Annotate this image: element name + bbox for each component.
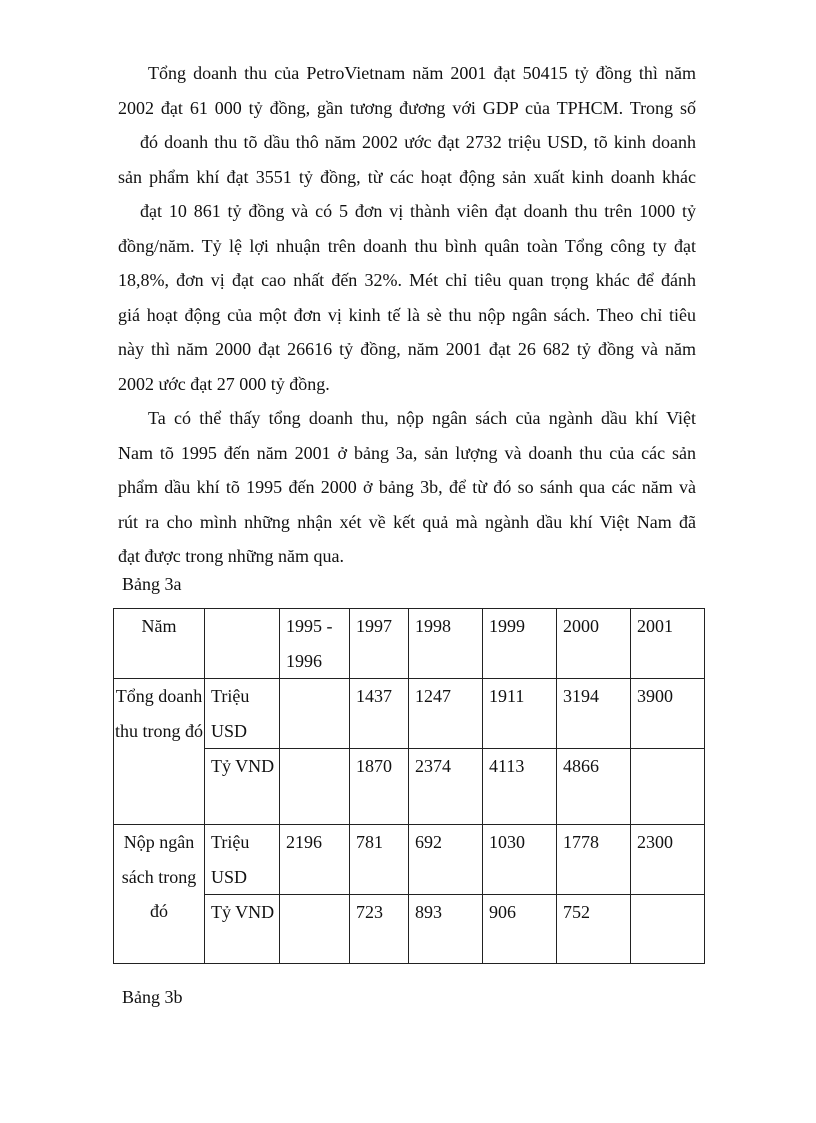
- value-cell: [280, 679, 350, 749]
- table-3a-caption: Bảng 3a: [122, 574, 182, 594]
- text-line: Nam tõ 1995 đến năm 2001 ở bảng 3a, sản lượng và doanh thu của các sản: [118, 442, 696, 463]
- text-line: sản phẩm khí đạt 3551 tỷ đồng, từ các hoạt động sản xuất kinh doanh khác: [118, 166, 696, 187]
- header-year: 2000: [557, 609, 631, 679]
- value-cell: 752: [557, 895, 631, 964]
- unit-cell: Triệu USD: [205, 679, 280, 749]
- value-cell: 1911: [483, 679, 557, 749]
- value-cell: 692: [409, 825, 483, 895]
- value-cell: 4113: [483, 749, 557, 825]
- table-header-row: [114, 609, 705, 679]
- header-empty-cell: [205, 609, 280, 679]
- group-label-budget: Nộp ngân sách trong đó: [114, 825, 205, 964]
- value-cell: 2196: [280, 825, 350, 895]
- unit-cell: Triệu USD: [205, 825, 280, 895]
- paragraph-revenue: [118, 56, 696, 401]
- value-cell: 2374: [409, 749, 483, 825]
- text-line: này thì năm 2000 đạt 26616 tỷ đồng, năm 2001 đạt 26 682 tỷ đồng và năm: [118, 339, 696, 359]
- text-line: đạt 10 861 tỷ đồng và có 5 đơn vị thành viên đạt doanh thu trên 1000 tỷ: [140, 201, 696, 221]
- unit-cell: Tỷ VND: [205, 895, 280, 964]
- text-line: 18,8%, đơn vị đạt cao nhất đến 32%. Mét chỉ tiêu quan trọng khác để đánh: [118, 270, 696, 290]
- table-row: [114, 679, 705, 749]
- value-cell: 1778: [557, 825, 631, 895]
- value-cell: 906: [483, 895, 557, 964]
- text-line: đạt được trong những năm qua.: [118, 546, 344, 566]
- text-line: rút ra cho mình những nhận xét về kết quả mà ngành dầu khí Việt Nam đã: [118, 511, 696, 532]
- text-line: 2002 ước đạt 27 000 tỷ đồng.: [118, 373, 330, 394]
- table-3b-caption: Bảng 3b: [122, 987, 183, 1007]
- value-cell: 4866: [557, 749, 631, 825]
- header-year: 1998: [409, 609, 483, 679]
- value-cell: 1870: [350, 749, 409, 825]
- header-year: 1997: [350, 609, 409, 679]
- header-year: 1995 - 1996: [280, 609, 350, 679]
- header-year: 1999: [483, 609, 557, 679]
- value-cell: [280, 895, 350, 964]
- value-cell: 2300: [631, 825, 705, 895]
- text-line: giá hoạt động của một đơn vị kinh tế là sè thu nộp ngân sách. Theo chỉ tiêu: [118, 304, 696, 325]
- text-line: đó doanh thu tõ dầu thô năm 2002 ước đạt 2732 triệu USD, tõ kinh doanh: [140, 132, 696, 152]
- value-cell: [280, 749, 350, 825]
- header-year: 2001: [631, 609, 705, 679]
- value-cell: 723: [350, 895, 409, 964]
- value-cell: 1247: [409, 679, 483, 749]
- text-line: Tổng doanh thu của PetroVietnam năm 2001 đạt 50415 tỷ đồng thì năm: [148, 63, 696, 83]
- value-cell: 3194: [557, 679, 631, 749]
- value-cell: [631, 749, 705, 825]
- group-label-revenue: Tổng doanh thu trong đó: [114, 679, 205, 825]
- text-line: phẩm dầu khí tõ 1995 đến 2000 ở bảng 3b, để từ đó so sánh qua các năm và: [118, 477, 696, 497]
- value-cell: 893: [409, 895, 483, 964]
- value-cell: 1030: [483, 825, 557, 895]
- text-line: 2002 đạt 61 000 tỷ đồng, gần tương đương với GDP của TPHCM. Trong số: [118, 97, 696, 118]
- paragraph-comparison: [118, 401, 696, 574]
- table-row: [114, 825, 705, 895]
- text-line: Ta có thể thấy tổng doanh thu, nộp ngân sách của ngành dầu khí Việt: [148, 408, 696, 428]
- value-cell: 781: [350, 825, 409, 895]
- text-line: đồng/năm. Tỷ lệ lợi nhuận trên doanh thu bình quân toàn Tổng công ty đạt: [118, 235, 696, 256]
- header-year-label: Năm: [114, 609, 205, 679]
- value-cell: 3900: [631, 679, 705, 749]
- table-3a: [113, 608, 705, 964]
- value-cell: [631, 895, 705, 964]
- unit-cell: Tỷ VND: [205, 749, 280, 825]
- value-cell: 1437: [350, 679, 409, 749]
